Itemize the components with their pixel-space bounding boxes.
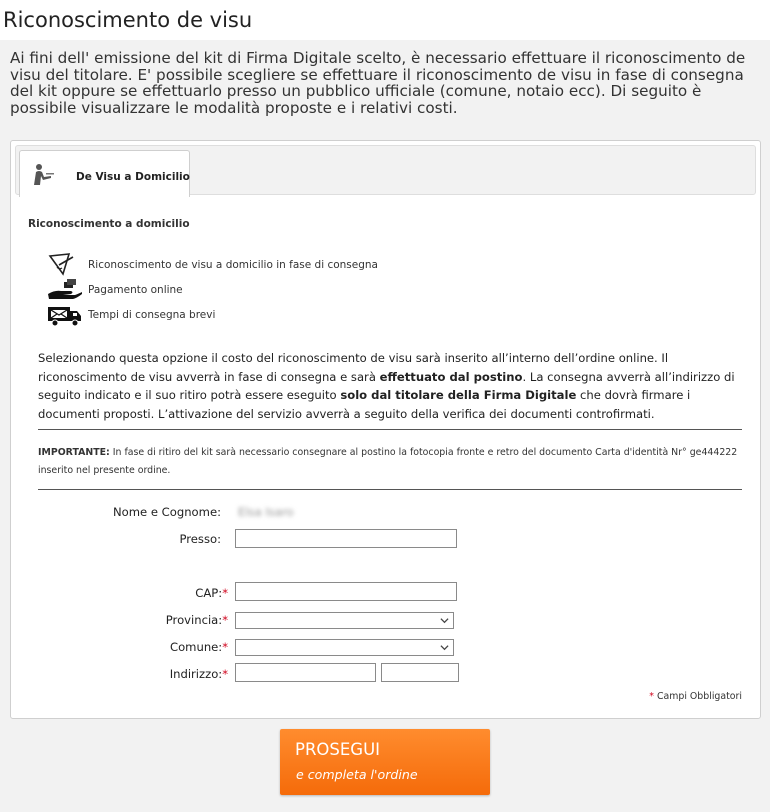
- indirizzo-input[interactable]: [235, 663, 376, 682]
- feature-item: [47, 253, 447, 277]
- feature-label: Tempi di consegna brevi: [88, 309, 216, 321]
- desc-part: . La consegna avverrà all’indirizzo di seguito indicato e il suo ritiro potrà essere eseguito: [38, 369, 735, 402]
- provincia-label-text: Provincia:: [165, 613, 223, 627]
- cap-label-text: CAP:: [195, 586, 223, 600]
- comune-label: [170, 640, 228, 654]
- civico-input[interactable]: [381, 663, 459, 682]
- tab-de-visu-domicilio[interactable]: [19, 150, 190, 197]
- provincia-label: [166, 613, 228, 627]
- person-signing-icon: [31, 163, 55, 187]
- desc-part: che dovrà firmare i documenti proposti. L’attivazione del servizio avverrà a seguito della verifica dei documenti controfirmati.: [38, 388, 691, 421]
- important-text: In fase di ritiro del kit sarà necessario consegnare al postino la fotocopia fronte e retro del documento Carta d'identità Nr° ge444222: [109, 447, 738, 458]
- required-mark: *: [222, 640, 228, 654]
- important-note: [38, 444, 743, 479]
- comune-select[interactable]: [235, 639, 454, 656]
- presso-input[interactable]: [235, 529, 457, 548]
- hand-cash-icon: [47, 278, 83, 302]
- presso-label: Presso:: [179, 532, 221, 546]
- description-text: [38, 349, 743, 423]
- intro-text: Ai fini dell' emissione del kit di Firma Digitale scelto, è necessario effettuare il riconoscimento de visu del titolare. E' possibile scegliere se effettuare il riconoscimento de visu in fase di consegna del kit oppure se effettuarlo presso un pubblico ufficiale (comune, notaio ecc). Di seguito è possibile visualizzare le modalità proposte e i relativi costi.: [10, 49, 746, 117]
- required-mark: *: [222, 613, 228, 627]
- required-mark: *: [222, 667, 228, 681]
- section-title: Riconoscimento a domicilio: [28, 218, 190, 230]
- chevron-down-icon: [440, 643, 449, 652]
- feature-label: Riconoscimento de visu a domicilio in fase di consegna: [88, 259, 378, 271]
- comune-label-text: Comune:: [169, 640, 223, 654]
- prosegui-button[interactable]: [280, 729, 490, 795]
- options-panel: [10, 140, 761, 719]
- delivery-truck-icon: [47, 303, 83, 327]
- required-note: [649, 691, 742, 702]
- indirizzo-label-text: Indirizzo:: [169, 667, 223, 681]
- tab-label: De Visu a Domicilio: [76, 171, 190, 183]
- prosegui-label: PROSEGUI: [295, 740, 381, 759]
- name-value: Elsa Isaro: [238, 505, 294, 519]
- important-text: inserito nel presente ordine.: [38, 464, 171, 476]
- page-title: Riconoscimento de visu: [3, 8, 253, 32]
- important-label: IMPORTANTE:: [38, 447, 110, 458]
- prosegui-sublabel: e completa l'ordine: [296, 767, 418, 782]
- tabs-header: [15, 145, 756, 195]
- desc-bold: effettuato dal postino: [379, 369, 523, 384]
- chevron-down-icon: [440, 616, 449, 625]
- desc-bold: solo dal titolare della Firma Digitale: [340, 388, 577, 402]
- title-bar: [0, 0, 770, 40]
- divider: [38, 429, 742, 430]
- feature-item: [47, 278, 447, 302]
- required-mark: *: [649, 691, 654, 702]
- desc-part: Selezionando questa opzione il costo del riconoscimento de visu sarà inserito all’interno dell’ordine online. Il riconoscimento de visu avverrà in fase di consegna e sarà: [38, 351, 669, 384]
- divider: [38, 489, 742, 490]
- required-note-text: Campi Obbligatori: [656, 691, 742, 702]
- indirizzo-label: [170, 667, 228, 681]
- required-mark: *: [222, 586, 228, 600]
- feature-item: [47, 303, 447, 327]
- cap-input[interactable]: [235, 582, 457, 601]
- cap-label: [195, 586, 228, 600]
- feature-label: Pagamento online: [88, 284, 183, 296]
- provincia-select[interactable]: [235, 612, 454, 629]
- name-label: Nome e Cognome:: [112, 505, 221, 519]
- document-sign-icon: [47, 253, 77, 277]
